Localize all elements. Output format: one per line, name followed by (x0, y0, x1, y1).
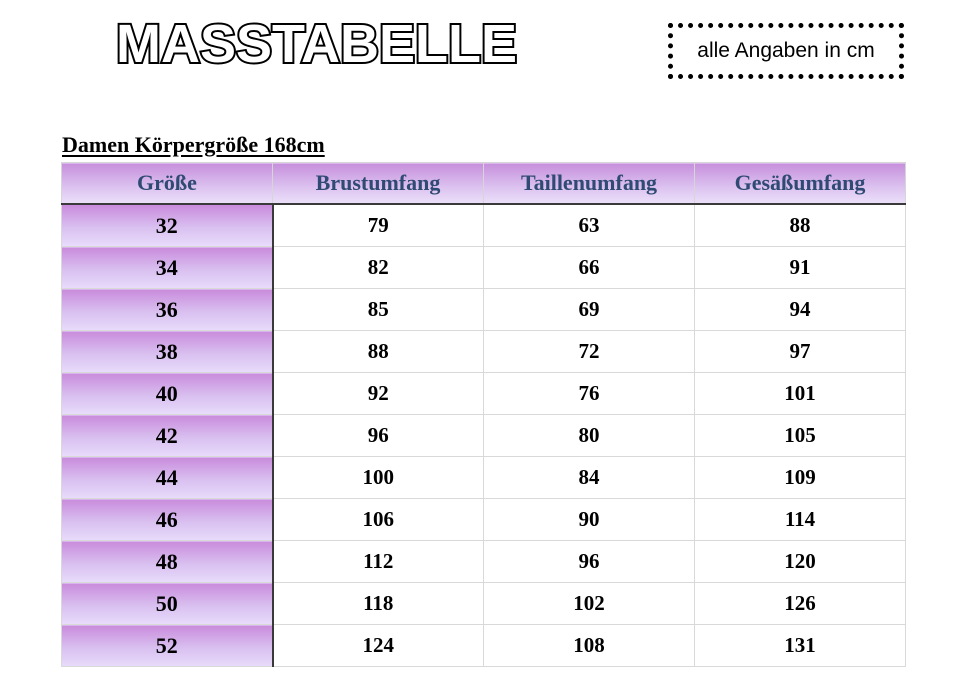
hip-cell: 131 (695, 625, 906, 667)
waist-cell: 66 (484, 247, 695, 289)
waist-cell: 76 (484, 373, 695, 415)
bust-cell: 124 (273, 625, 484, 667)
size-cell: 36 (62, 289, 273, 331)
bust-cell: 92 (273, 373, 484, 415)
bust-cell: 79 (273, 204, 484, 247)
hip-cell: 126 (695, 583, 906, 625)
waist-cell: 80 (484, 415, 695, 457)
bust-cell: 118 (273, 583, 484, 625)
waist-cell: 63 (484, 204, 695, 247)
unit-note: alle Angaben in cm (697, 39, 875, 62)
waist-cell: 84 (484, 457, 695, 499)
page-title: MASSTABELLE (116, 14, 517, 74)
bust-cell: 112 (273, 541, 484, 583)
hip-cell: 105 (695, 415, 906, 457)
waist-cell: 72 (484, 331, 695, 373)
waist-cell: 96 (484, 541, 695, 583)
hip-cell: 97 (695, 331, 906, 373)
column-header-size: Größe (62, 163, 273, 205)
bust-cell: 82 (273, 247, 484, 289)
table-caption: Damen Körpergröße 168cm (62, 132, 325, 157)
size-cell: 34 (62, 247, 273, 289)
column-header-bust: Brustumfang (273, 163, 484, 205)
table-row (62, 541, 906, 583)
table-row (62, 289, 906, 331)
size-cell: 32 (62, 204, 273, 247)
column-header-hip: Gesäßumfang (695, 163, 906, 205)
hip-cell: 94 (695, 289, 906, 331)
bust-cell: 88 (273, 331, 484, 373)
table-row (62, 499, 906, 541)
bust-cell: 100 (273, 457, 484, 499)
bust-cell: 85 (273, 289, 484, 331)
hip-cell: 114 (695, 499, 906, 541)
table-row (62, 247, 906, 289)
size-table (61, 162, 906, 667)
size-cell: 40 (62, 373, 273, 415)
table-header-row (62, 163, 906, 205)
waist-cell: 102 (484, 583, 695, 625)
table-body (62, 204, 906, 667)
waist-cell: 90 (484, 499, 695, 541)
size-cell: 44 (62, 457, 273, 499)
size-cell: 46 (62, 499, 273, 541)
hip-cell: 109 (695, 457, 906, 499)
unit-note-box (668, 23, 904, 79)
table-row (62, 415, 906, 457)
hip-cell: 91 (695, 247, 906, 289)
size-cell: 42 (62, 415, 273, 457)
size-cell: 52 (62, 625, 273, 667)
table-row (62, 457, 906, 499)
table-row (62, 373, 906, 415)
table-row (62, 331, 906, 373)
table-row (62, 204, 906, 247)
waist-cell: 108 (484, 625, 695, 667)
table-row (62, 625, 906, 667)
hip-cell: 88 (695, 204, 906, 247)
hip-cell: 101 (695, 373, 906, 415)
waist-cell: 69 (484, 289, 695, 331)
table-row (62, 583, 906, 625)
bust-cell: 106 (273, 499, 484, 541)
hip-cell: 120 (695, 541, 906, 583)
size-cell: 50 (62, 583, 273, 625)
size-cell: 48 (62, 541, 273, 583)
bust-cell: 96 (273, 415, 484, 457)
size-cell: 38 (62, 331, 273, 373)
column-header-waist: Taillenumfang (484, 163, 695, 205)
